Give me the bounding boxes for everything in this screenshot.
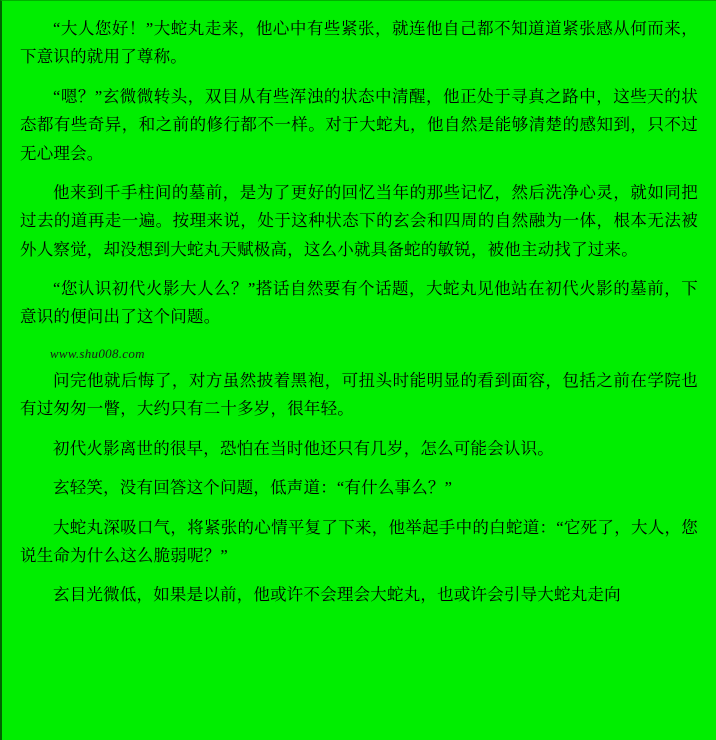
paragraph: 问完他就后悔了，对方虽然披着黑袍，可扭头时能明显的看到面容，包括之前在学院也有过匆匆一瞥，大约只有二十多岁，很年轻。 bbox=[20, 371, 698, 419]
paragraph: 玄轻笑，没有回答这个问题，低声道：“有什么事么？” bbox=[53, 478, 453, 498]
paragraph: 他来到千手柱间的墓前，是为了更好的回忆当年的那些记忆，然后洗净心灵，就如同把过去的道再走一遍。按理来说，处于这种状态下的玄会和四周的自然融为一体，根本无法被外人察觉，却没想到大蛇丸天赋极高，这么小就具备蛇的敏锐，被他主动找了过来。 bbox=[20, 182, 698, 259]
site-watermark: www.shu008.com bbox=[49, 345, 145, 361]
paragraph: 大蛇丸深吸口气，将紧张的心情平复了下来，他举起手中的白蛇道：“它死了，大人，您说生命为什么这么脆弱呢？” bbox=[20, 517, 698, 565]
paragraph: 初代火影离世的很早，恐怕在当时他还只有几岁，怎么可能会认识。 bbox=[53, 438, 554, 458]
novel-text-content bbox=[20, 15, 698, 610]
paragraph: “嗯？”玄微微转头，双目从有些浑浊的状态中清醒，他正处于寻真之路中，这些天的状态都有些奇异，和之前的修行都不一样。对于大蛇丸，他自然是能够清楚的感知到，只不过无心理会。 bbox=[20, 86, 698, 163]
paragraph: “您认识初代火影大人么？”搭话自然要有个话题，大蛇丸见他站在初代火影的墓前，下意识的便问出了这个问题。 bbox=[20, 279, 698, 327]
paragraph: 玄目光微低，如果是以前，他或许不会理会大蛇丸，也或许会引导大蛇丸走向 bbox=[53, 585, 621, 605]
paragraph: “大人您好！”大蛇丸走来，他心中有些紧张，就连他自己都不知道道紧张感从何而来，下意识的就用了尊称。 bbox=[20, 19, 698, 67]
